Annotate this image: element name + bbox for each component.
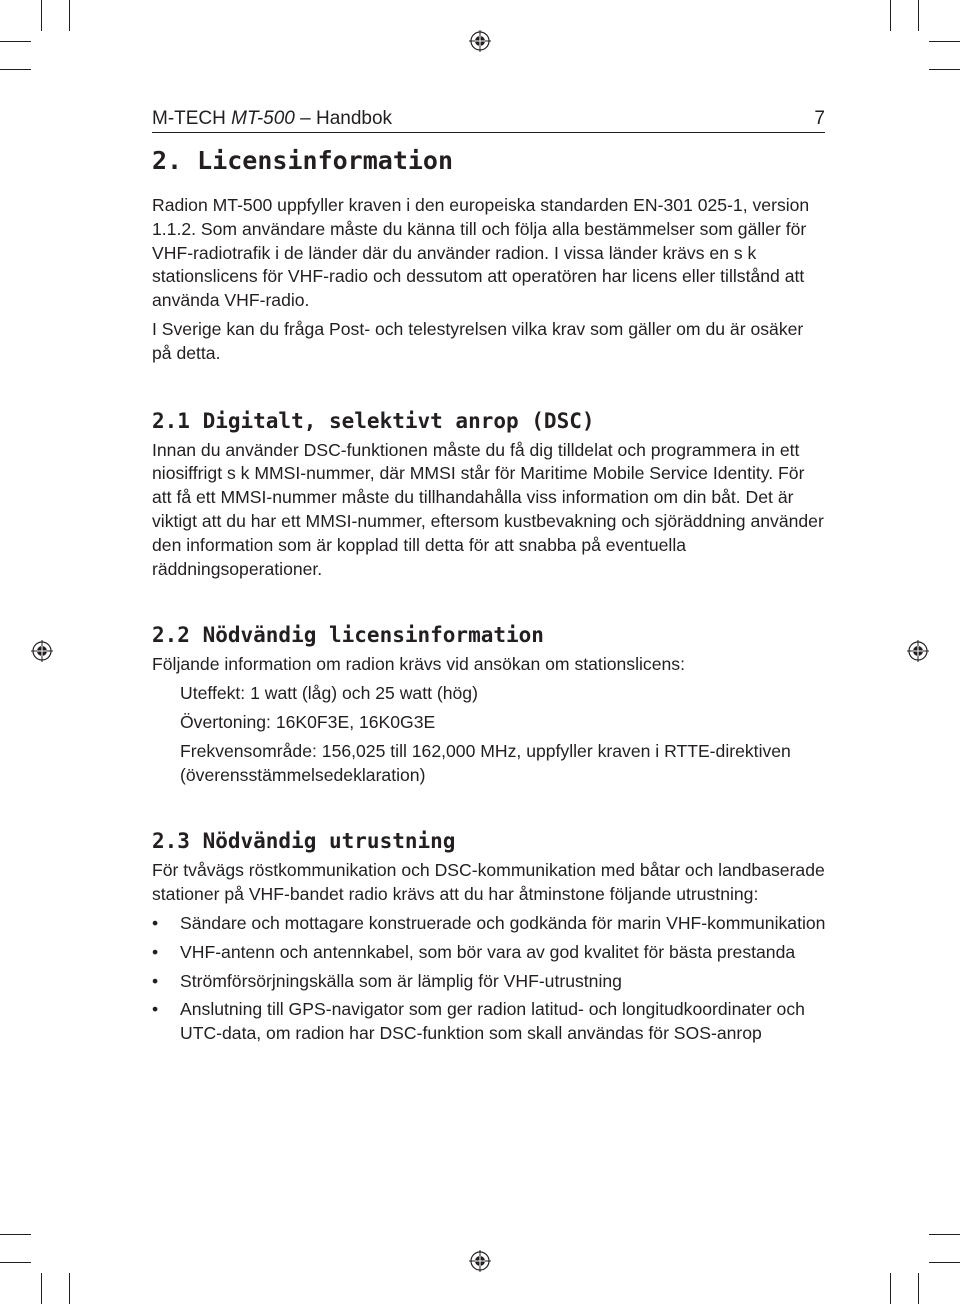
header-brand-prefix: M-TECH [152, 108, 232, 129]
registration-mark-icon-top [469, 30, 491, 52]
crop-mark-left-bottom-2 [0, 1262, 31, 1263]
equipment-item: • Strömförsörjningskälla som är lämplig för VHF-utrustning [152, 970, 827, 994]
equipment-item: • Anslutning till GPS-navigator som ger radion latitud- och longitudkoordinater och UTC-data, om radion har DSC-funktion som skall användas för SOS-anrop [152, 998, 827, 1046]
license-info-list [152, 682, 827, 787]
crop-mark-left-top [0, 41, 31, 42]
section-2-3-title: 2.3 Nödvändig utrustning [152, 829, 456, 854]
crop-mark-top-right-2 [918, 0, 919, 31]
page-number: 7 [814, 108, 825, 129]
crop-mark-bottom-left [41, 1273, 42, 1304]
crop-mark-top-left [41, 0, 42, 31]
crop-mark-left-top-2 [0, 69, 31, 70]
crop-mark-bottom-right-2 [918, 1273, 919, 1304]
crop-mark-top-right [890, 0, 891, 31]
section-2-3-intro: För tvåvägs röstkommunikation och DSC-kommunikation med båtar och landbaserade stationer på VHF-bandet radio krävs att du har åtminstone följande utrustning: [152, 860, 825, 905]
page-content [152, 145, 827, 1046]
registration-mark-icon-bottom [469, 1250, 491, 1272]
registration-mark-icon-left [31, 640, 53, 662]
license-info-item: Uteffekt: 1 watt (låg) och 25 watt (hög) [180, 683, 478, 704]
section-2-title: 2. Licensinformation [152, 146, 454, 175]
license-info-item: Frekvensområde: 156,025 till 162,000 MHz, uppfyller kraven i RTTE-direktiven (överensstämmelsedeklaration) [180, 740, 791, 785]
section-2-1-title: 2.1 Digitalt, selektivt anrop (DSC) [152, 408, 595, 433]
registration-mark-icon-right [907, 640, 929, 662]
crop-mark-right-bottom-2 [929, 1262, 960, 1263]
header-brand-suffix: – Handbok [294, 108, 393, 129]
section-2-paragraph-2: I Sverige kan du fråga Post- och telestyrelsen vilka krav som gäller om du är osäker på detta. [152, 318, 804, 363]
section-2-2-title: 2.2 Nödvändig licensinformation [152, 623, 544, 648]
crop-mark-right-top [929, 41, 960, 42]
license-info-item: Övertoning: 16K0F3E, 16K0G3E [180, 711, 436, 732]
section-2-paragraph-1: Radion MT-500 uppfyller kraven i den europeiska standarden EN-301 025-1, version 1.1.2. Som användare måste du känna till och följa alla bestämmelser som gäller för VHF-radiotrafik i de länder där du använder radion. I vissa länder krävs en s k stationslicens för VHF-radio och dessutom att operatören har licens eller tillstånd att använda VHF-radio. [152, 195, 810, 311]
equipment-list [152, 912, 827, 1046]
crop-mark-bottom-left-2 [69, 1273, 70, 1304]
crop-mark-right-top-2 [929, 69, 960, 70]
equipment-item: • Sändare och mottagare konstruerade och godkända för marin VHF-kommunikation [152, 912, 827, 936]
section-2-2-intro: Följande information om radion krävs vid ansökan om stationslicens: [152, 654, 685, 675]
equipment-item: • VHF-antenn och antennkabel, som bör vara av god kvalitet för bästa prestanda [152, 941, 827, 965]
crop-mark-left-bottom [0, 1234, 31, 1235]
crop-mark-right-bottom [929, 1234, 960, 1235]
section-2-1-paragraph: Innan du använder DSC-funktionen måste du få dig tilldelat och programmera in ett niosiffrigt s k MMSI-nummer, där MMSI står för Maritime Mobile Service Identity. För att få ett MMSI-nummer måste du tillhandahålla viss information om din båt. Det är viktigt att du har ett MMSI-nummer, eftersom kustbevakning och sjöräddning använder den information som är kopplad till detta för att snabba på eventuella räddningsoperationer. [152, 439, 824, 579]
crop-mark-bottom-right [890, 1273, 891, 1304]
header-brand [152, 108, 392, 130]
crop-mark-top-left-2 [69, 0, 70, 31]
header-brand-model: MT-500 [231, 108, 295, 129]
running-header [152, 106, 825, 133]
